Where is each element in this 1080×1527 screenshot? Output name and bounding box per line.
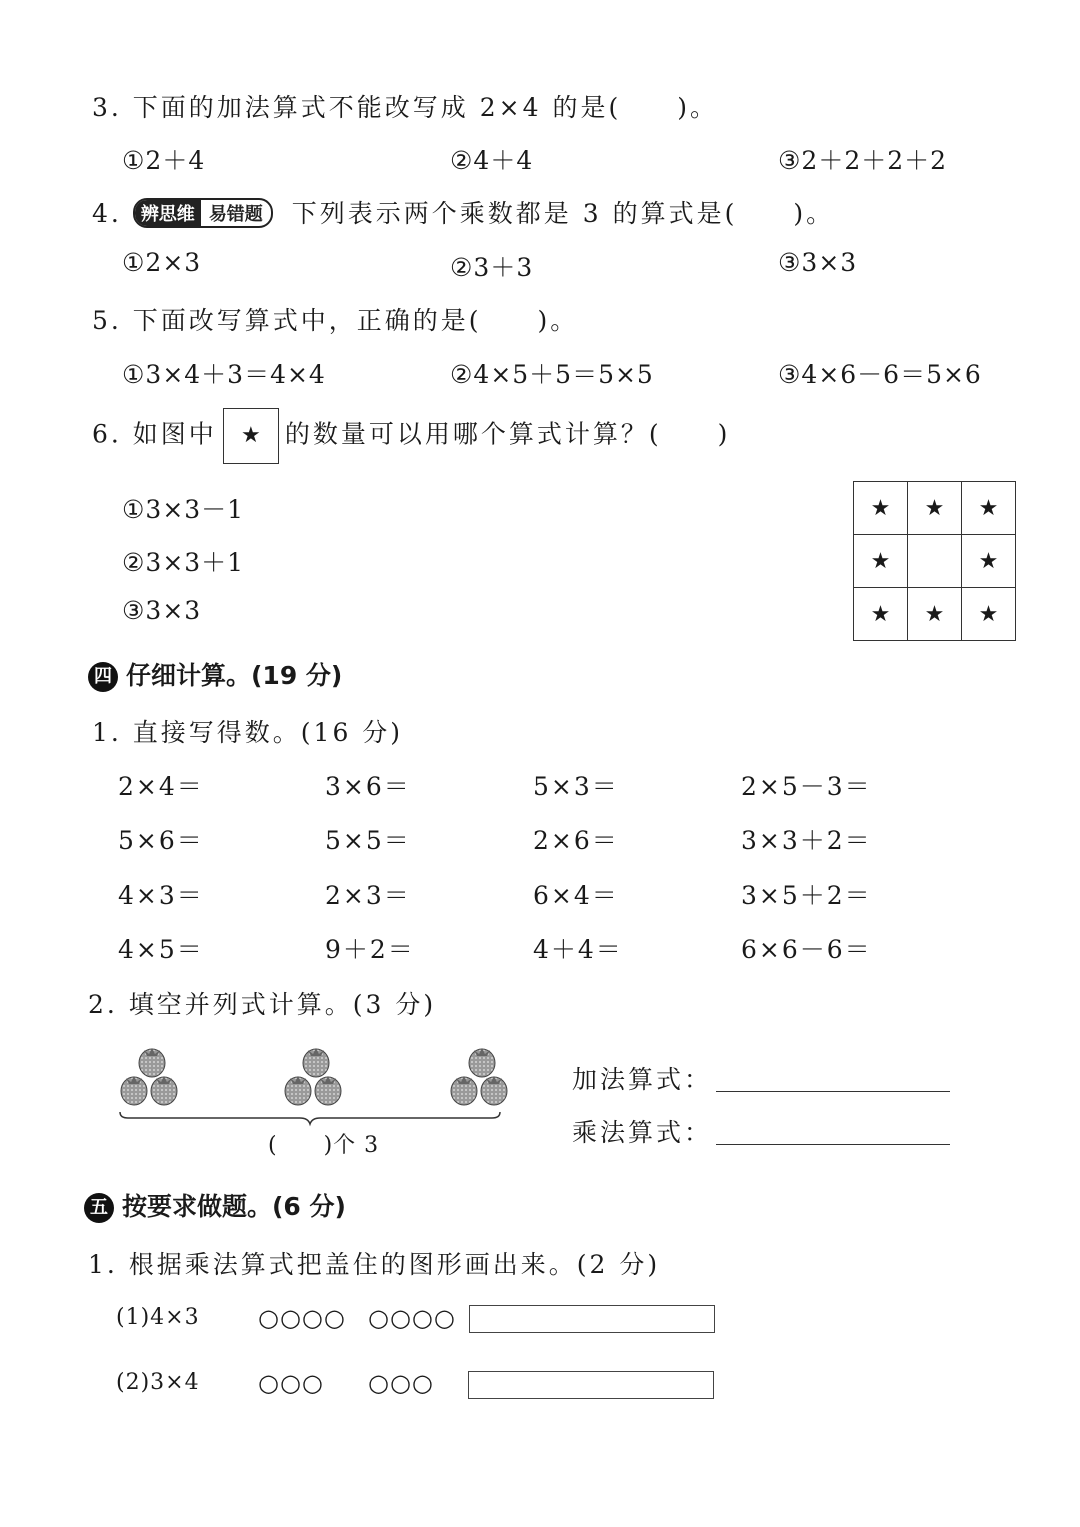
section-4-title: 仔细计算。(19 分) — [126, 661, 343, 690]
addition-formula-label: 加法算式： — [572, 1065, 713, 1094]
star-cell: ★ — [962, 535, 1016, 588]
calc-item: 4＋4＝ — [533, 935, 623, 964]
strawberry-group-2 — [285, 1048, 341, 1105]
addition-formula-row — [572, 1060, 950, 1096]
q6-stem-after: 的数量可以用哪个算式计算？( ) — [284, 419, 731, 449]
question-4-number: 4. — [92, 199, 122, 228]
calc-item: 5×6＝ — [118, 826, 204, 855]
section-5-title: 按要求做题。(6 分) — [122, 1192, 346, 1221]
strawberry-group-1 — [121, 1048, 177, 1105]
tag-thinking: 辨思维 — [135, 200, 201, 226]
draw-item-1-label: (1)4×3 — [116, 1305, 200, 1330]
star-grid — [853, 481, 1016, 641]
calc-item: 2×4＝ — [118, 772, 204, 801]
multiplication-formula-label: 乘法算式： — [572, 1118, 713, 1147]
q6-stem-before: 6. 如图中 — [92, 419, 217, 449]
error-prone-tag — [133, 198, 273, 228]
multiplication-formula-row — [572, 1113, 950, 1149]
star-cell: ★ — [908, 588, 962, 641]
question-3-stem: 3. 下面的加法算式不能改写成 2×4 的是( )。 — [92, 93, 718, 122]
brace — [120, 1112, 500, 1124]
calc-item: 3×5＋2＝ — [741, 881, 872, 910]
question-4 — [92, 194, 834, 230]
q3-option-2: ②4＋4 — [450, 146, 534, 175]
circle-group-icon: ○○○ — [258, 1369, 324, 1397]
calc-item: 6×4＝ — [533, 881, 619, 910]
question-5-stem: 5. 下面改写算式中，正确的是( )。 — [92, 306, 579, 335]
section-5-sub1: 1. 根据乘法算式把盖住的图形画出来。(2 分) — [88, 1250, 661, 1279]
tag-error-prone: 易错题 — [208, 204, 263, 225]
addition-answer-line[interactable] — [716, 1091, 950, 1092]
q5-option-2: ②4×5＋5＝5×5 — [450, 360, 654, 389]
circle-group-icon: ○○○○ — [258, 1304, 346, 1332]
circle-group-icon: ○○○ — [368, 1369, 434, 1397]
section-4-sub2: 2. 填空并列式计算。(3 分) — [88, 990, 437, 1019]
multiplication-answer-line[interactable] — [716, 1144, 950, 1145]
star-cell: ★ — [962, 588, 1016, 641]
circle-group-icon: ○○○○ — [368, 1304, 456, 1332]
q5-option-1: ①3×4＋3＝4×4 — [122, 360, 326, 389]
brace-label: ( )个 3 — [268, 1133, 380, 1158]
q3-option-3: ③2＋2＋2＋2 — [778, 146, 948, 175]
star-cell: ★ — [962, 482, 1016, 535]
calc-item: 4×5＝ — [118, 935, 204, 964]
calc-item: 6×6－6＝ — [741, 935, 872, 964]
calc-item: 2×6＝ — [533, 826, 619, 855]
star-box-icon: ★ — [223, 408, 279, 464]
section-4-sub1: 1. 直接写得数。(16 分) — [92, 718, 404, 747]
strawberry-groups-figure — [112, 1040, 512, 1130]
calc-item: 9＋2＝ — [325, 935, 415, 964]
q6-option-3: ③3×3 — [122, 596, 202, 625]
calc-item: 4×3＝ — [118, 881, 204, 910]
question-6-stem — [92, 408, 730, 464]
q5-option-3: ③4×6－6＝5×6 — [778, 360, 982, 389]
calc-item: 5×3＝ — [533, 772, 619, 801]
calc-item: 3×3＋2＝ — [741, 826, 872, 855]
question-4-stem: 下列表示两个乘数都是 3 的算式是( )。 — [291, 199, 835, 228]
q4-option-1: ①2×3 — [122, 248, 202, 277]
strawberry-group-3 — [451, 1048, 507, 1105]
calc-item: 5×5＝ — [325, 826, 411, 855]
calc-item: 3×6＝ — [325, 772, 411, 801]
star-cell: ★ — [854, 482, 908, 535]
star-cell: ★ — [854, 535, 908, 588]
q6-option-2: ②3×3＋1 — [122, 548, 245, 577]
calc-item: 2×5－3＝ — [741, 772, 872, 801]
empty-cell — [908, 535, 962, 588]
q6-option-1: ①3×3－1 — [122, 495, 245, 524]
calc-item: 2×3＝ — [325, 881, 411, 910]
covered-shape-box-1[interactable] — [469, 1305, 715, 1333]
covered-shape-box-2[interactable] — [468, 1371, 714, 1399]
section-4-heading — [88, 656, 342, 692]
section-5-badge: 五 — [84, 1193, 114, 1223]
star-cell: ★ — [908, 482, 962, 535]
section-5-heading — [84, 1187, 346, 1223]
q3-option-1: ①2＋4 — [122, 146, 206, 175]
q4-option-2: ②3＋3 — [450, 253, 534, 282]
star-cell: ★ — [854, 588, 908, 641]
draw-item-2-label: (2)3×4 — [116, 1370, 200, 1395]
section-4-badge: 四 — [88, 662, 118, 692]
q4-option-3: ③3×3 — [778, 248, 858, 277]
